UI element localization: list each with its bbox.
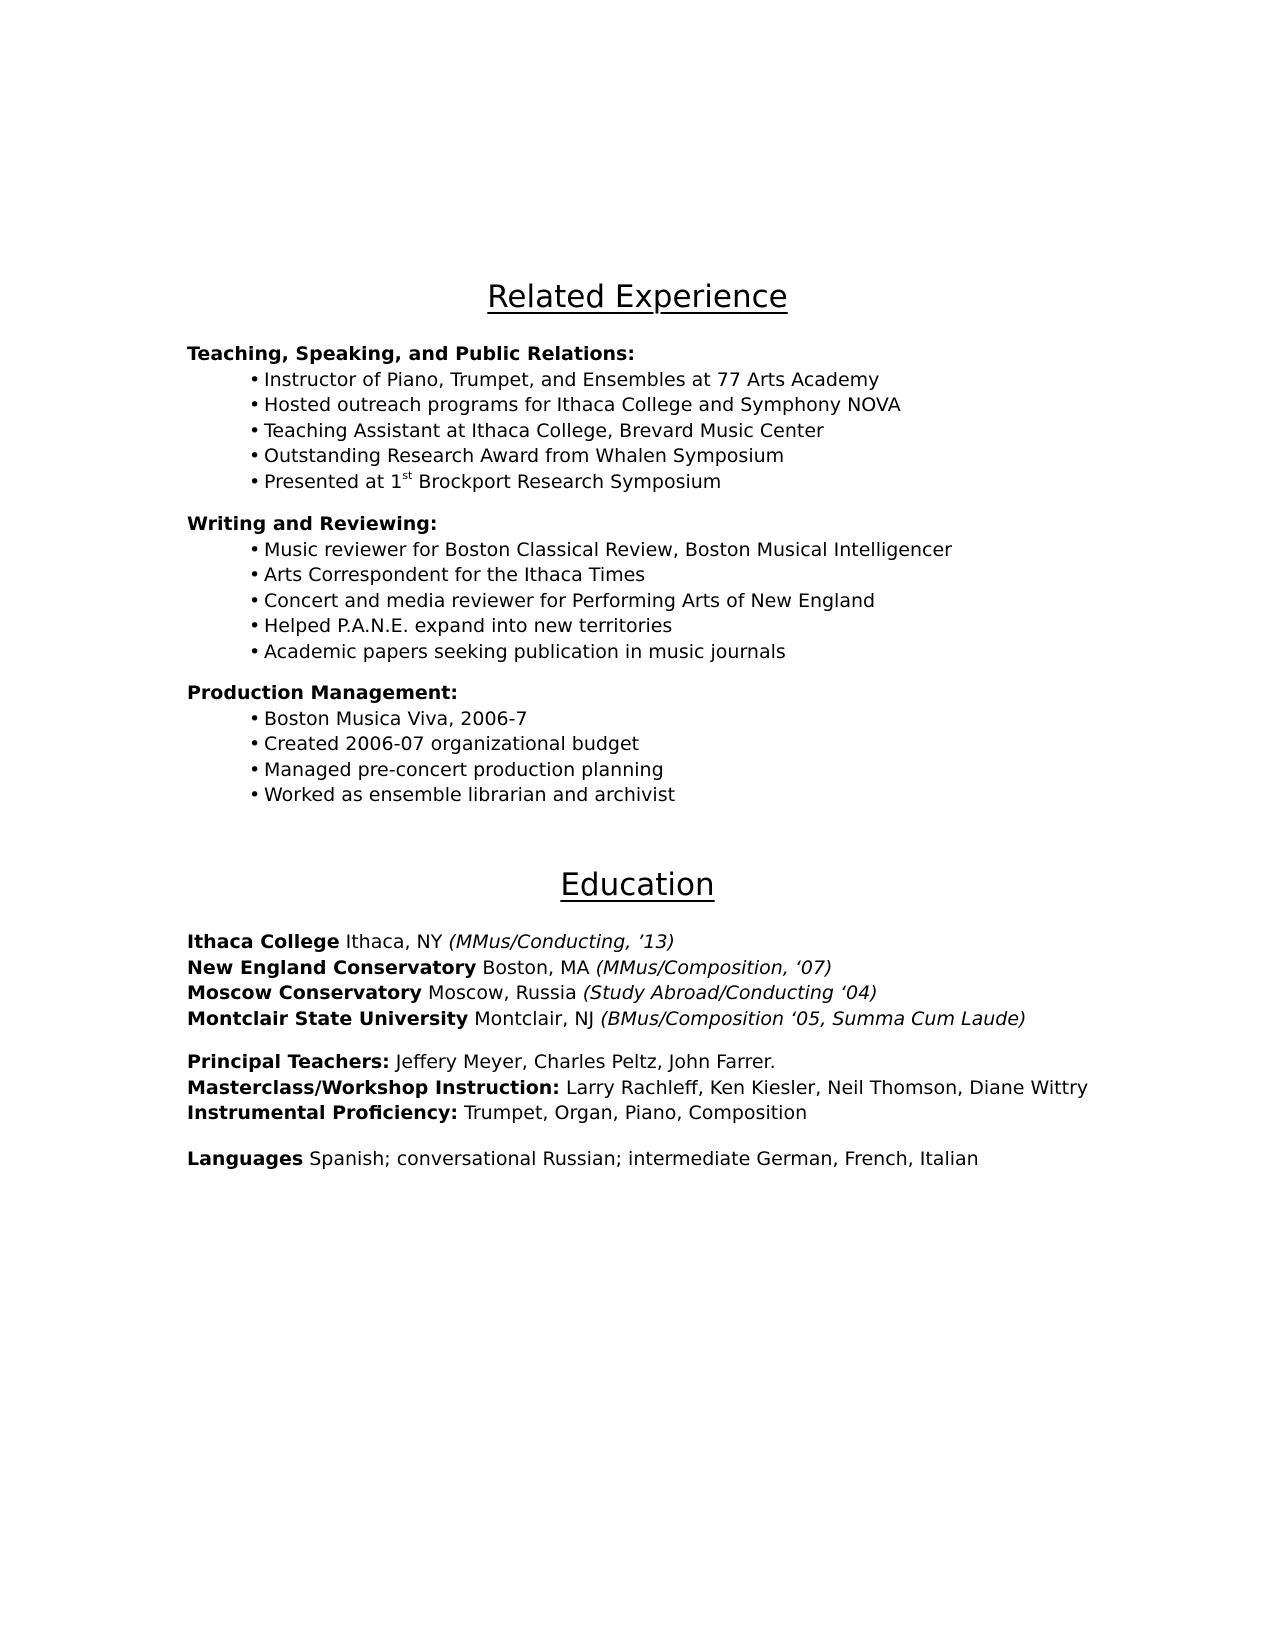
school-details: (MMus/Conducting, ’13) <box>448 931 675 953</box>
list-item: • Managed pre-concert production planning <box>249 758 1187 784</box>
section-heading: Teaching, Speaking, and Public Relations: <box>187 343 635 365</box>
entry-label: Languages <box>187 1148 304 1170</box>
bullet-icon: • <box>249 445 261 467</box>
school-entry <box>187 981 1187 1007</box>
bullet-list <box>187 707 1187 809</box>
teachers-entry <box>187 1101 1187 1127</box>
teaching-section <box>187 342 1187 495</box>
school-location: Ithaca, NY <box>339 931 449 953</box>
entry-value: Larry Rachleff, Ken Kiesler, Neil Thomson, Diane Wittry <box>559 1076 1089 1099</box>
school-name: Ithaca College <box>187 931 340 953</box>
school-details: (Study Abroad/Conducting ‘04) <box>582 982 878 1004</box>
school-details: (BMus/Composition ‘05, Summa Cum Laude) <box>600 1007 1027 1030</box>
list-item: • Teaching Assistant at Ithaca College, Brevard Music Center <box>249 419 1187 445</box>
bullet-icon: • <box>249 419 261 442</box>
schools-list <box>187 930 1187 1032</box>
section-heading: Production Management: <box>187 682 458 704</box>
list-item: • Helped P.A.N.E. expand into new territories <box>249 614 1187 640</box>
school-entry <box>187 956 1187 982</box>
bullet-icon: • <box>249 758 261 781</box>
writing-section <box>187 512 1187 665</box>
entry-value: Trumpet, Organ, Piano, Composition <box>458 1102 808 1124</box>
school-location: Moscow, Russia <box>421 982 583 1004</box>
school-location: Montclair, NJ <box>468 1007 601 1030</box>
entry-label: Principal Teachers: <box>187 1051 390 1073</box>
related-experience-title: Related Experience <box>487 279 788 315</box>
bullet-list <box>187 368 1187 496</box>
entry-value: Spanish; conversational Russian; intermediate German, French, Italian <box>303 1148 979 1170</box>
entry-value: Jeffery Meyer, Charles Peltz, John Farrer. <box>389 1051 776 1073</box>
list-item: • Academic papers seeking publication in music journals <box>249 640 1187 666</box>
entry-label: Masterclass/Workshop Instruction: <box>187 1076 560 1099</box>
bullet-icon: • <box>249 707 261 730</box>
bullet-icon: • <box>249 784 261 806</box>
list-item: • Arts Correspondent for the Ithaca Times <box>249 563 1187 589</box>
list-item: • Outstanding Research Award from Whalen Symposium <box>249 444 1187 470</box>
list-item: • Concert and media reviewer for Performing Arts of New England <box>249 589 1187 615</box>
school-name: Moscow Conservatory <box>187 982 422 1004</box>
school-entry <box>187 930 1187 956</box>
school-entry <box>187 1007 1187 1033</box>
bullet-icon: • <box>249 564 261 586</box>
school-details: (MMus/Composition, ‘07) <box>595 956 833 979</box>
education-title: Education <box>560 867 715 903</box>
bullet-icon: • <box>249 470 261 493</box>
teachers-entry <box>187 1076 1187 1102</box>
bullet-icon: • <box>249 368 261 391</box>
bullet-icon: • <box>249 589 261 612</box>
bullet-icon: • <box>249 394 261 416</box>
list-item: • Boston Musica Viva, 2006-7 <box>249 707 1187 733</box>
list-item: • Hosted outreach programs for Ithaca College and Symphony NOVA <box>249 393 1187 419</box>
section-heading: Writing and Reviewing: <box>187 513 438 535</box>
bullet-icon: • <box>249 615 261 637</box>
school-location: Boston, MA <box>476 956 596 979</box>
entry-label: Instrumental Proficiency: <box>187 1102 458 1124</box>
languages-entry <box>187 1147 1187 1173</box>
bullet-icon: • <box>249 733 261 755</box>
production-section <box>187 681 1187 809</box>
teachers-list <box>187 1050 1187 1127</box>
school-name: Montclair State University <box>187 1007 469 1030</box>
list-item: • Instructor of Piano, Trumpet, and Ensembles at 77 Arts Academy <box>249 368 1187 394</box>
list-item: • Created 2006-07 organizational budget <box>249 732 1187 758</box>
school-name: New England Conservatory <box>187 956 477 979</box>
bullet-icon: • <box>249 640 261 663</box>
bullet-list <box>187 538 1187 666</box>
teachers-entry <box>187 1050 1187 1076</box>
bullet-icon: • <box>249 538 261 561</box>
list-item: • Worked as ensemble librarian and archivist <box>249 783 1187 809</box>
list-item: • Presented at 1st Brockport Research Symposium <box>249 470 1187 496</box>
list-item: • Music reviewer for Boston Classical Review, Boston Musical Intelligencer <box>249 538 1187 564</box>
